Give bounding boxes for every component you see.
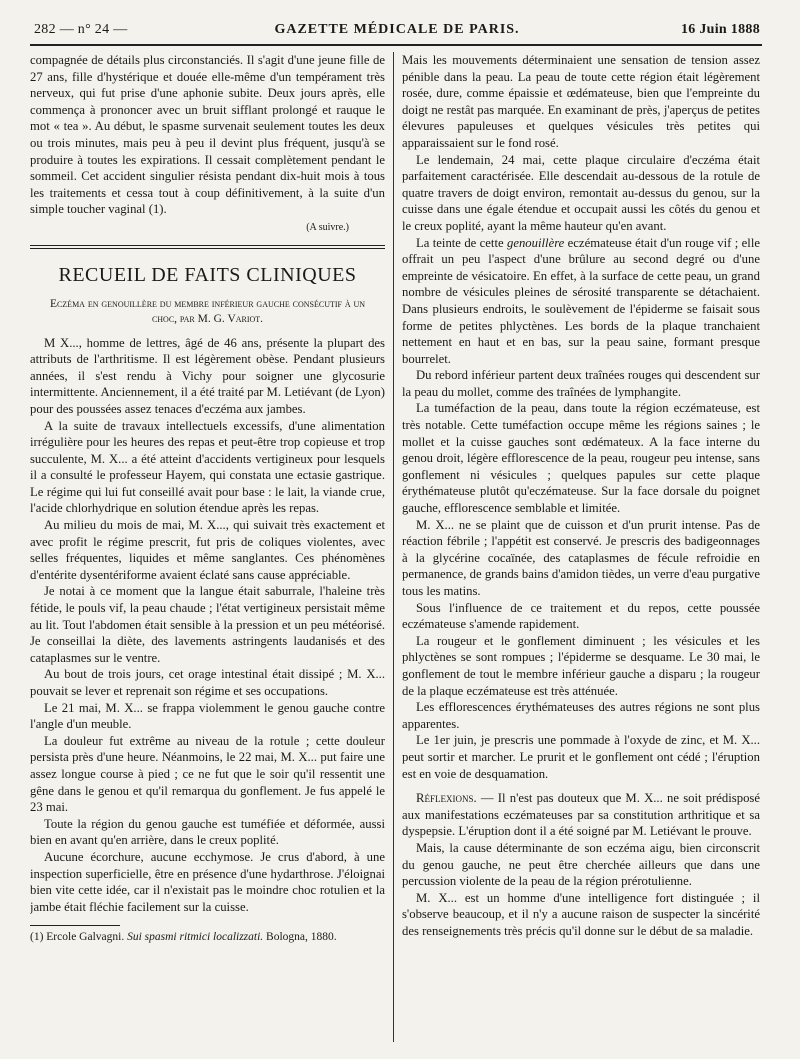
issue-date: 16 Juin 1888: [680, 22, 760, 37]
paragraph: [402, 790, 760, 840]
paragraph: La douleur fut extrême au niveau de la rotule ; cette douleur persista près d'une heure. Néanmoins, le 22 mai, M. X... put faire une assez longue course à pied ; ce ne fut que le soir qu'il ressentit une gêne dans le genou et qu'il remarqua du gonflement. Je fus appelé le 23 mai.: [30, 733, 385, 815]
article-subtitle: Eczéma en genouillère du membre inférieur gauche consécutif à un choc, par M. G. Variot.: [49, 297, 366, 325]
column-divider: [393, 52, 394, 1042]
paragraph: Je notai à ce moment que la langue était saburrale, l'haleine très fétide, le pouls vif, la peau chaude ; l'état vertigineux persistait même au lit. Tout l'abdomen était sensible à la pression et un peu météorisé. Je conseillai la diète, des lavements astringents laudanisés et des cataplasmes sur le ventre.: [30, 584, 385, 665]
paragraph: Mais les mouvements déterminaient une sensation de tension assez pénible dans la peau. La peau de toute cette région était légèrement rosée, dure, comme épaissie et œdémateuse, bien que l'empreinte du doigt ne restât pas marquée. En examinant de près, j'aperçus de petites élevures papuleuses et quelques vésicules très petites qui apparaissaient sur le fond rosé.: [402, 53, 760, 150]
paragraph: M. X... ne se plaint que de cuisson et d'un prurit intense. Pas de réaction fébrile ; l'appétit est conservé. Je prescris des badigeonnages à la glycérine cocaïnée, des cataplasmes de fécule refroidie en permanence, de grands bains d'amidon tièdes, un verre d'eau purgative tous les matins.: [402, 517, 760, 598]
footnote-rule: [30, 925, 120, 926]
paragraph: Au bout de trois jours, cet orage intestinal était dissipé ; M. X... pouvait se lever et reprenait son régime et ses occupations.: [30, 667, 385, 698]
paragraph: [402, 235, 760, 368]
right-column: [402, 52, 760, 1042]
paragraph: M. X... est un homme d'une intelligence fort distinguée ; il s'observe beaucoup, et il n'y a aucune raison de suspecter la sincérité des renseignements très précis qu'il donne sur le début de sa maladie.: [402, 890, 760, 938]
reflexions-label: Réflexions.: [416, 791, 477, 806]
left-column: [30, 52, 385, 1042]
footnote-title: Sui spasmi ritmici localizzati.: [127, 931, 264, 944]
section-title: RECUEIL DE FAITS CLINIQUES: [58, 263, 357, 286]
paragraph: Au milieu du mois de mai, M. X..., qui suivait très exactement et avec profit le régime prescrit, fut pris de coliques violentes, avec selles fréquentes, liquides et même sanglantes. Ces phénomènes d'entérite dysentériforme avaient éclaté sans cause appréciable.: [30, 518, 385, 582]
to-be-continued: (A suivre.): [306, 221, 349, 233]
paragraph: La tuméfaction de la peau, dans toute la région eczémateuse, est très notable. Cette tuméfaction occupe même les régions saines ; le mollet et la cuisse gauches sont œdémateux. A la face interne du genou droit, légère efflorescence de la peau, rougeur peu intense, sans gonflement ni vésicules ; quelques papules sur cette plaque érythémateuse plutôt qu'eczémateuse. Sur la face dorsale du poignet gauche, efflorescence semblable et limitée.: [402, 401, 760, 516]
paragraph: Les efflorescences érythémateuses des autres régions ne sont plus apparentes.: [402, 700, 760, 731]
paragraph: Mais, la cause déterminante de son eczéma aigu, bien circonscrit du genou gauche, ne peut être cherchée ailleurs que dans une percussion violente de la peau de la région prérotulienne.: [402, 840, 760, 889]
paragraph: Du rebord inférieur partent deux traînées rouges qui descendent sur la peau du mollet, comme des traînées de lymphangite.: [402, 368, 760, 399]
continued-paragraph: compagnée de détails plus circonstanciés. Il s'agit d'une jeune fille de 27 ans, fille d'hystérique et douée elle-même d'un tempérament très nerveux, qui fut prise d'une aphonie subite. Deux jours après, elle commença à prononcer avec un bruit sifflant prolongé et rauque le mot « tea ». Au début, le spasme survenait seulement toutes les deux ou trois minutes, mais peu à peu il devint plus fréquent, jusqu'à se produire à toutes les expirations. Il cessait complètement pendant le sommeil. Cet accident singulier résista pendant dix-huit mois à tous les traitements et cessa tout à coup définitivement, à la suite d'un simple toucher vaginal (1).: [30, 53, 385, 217]
paragraph: A la suite de travaux intellectuels excessifs, d'une alimentation irrégulière pour les heures des repas et peut-être trop copieuse et trop succulente, M. X... a été atteint d'accidents vertigineux pour lesquels il a consulté le professeur Hayem, qui constata une ectasie gastrique. Le régime qui lui fut conseillé avait pour base : le lait, la viande crue, l'acide chlorhydrique en solution étendue après les repas.: [30, 418, 385, 516]
header-rule: [30, 44, 762, 46]
journal-title: GAZETTE MÉDICALE DE PARIS.: [274, 22, 520, 37]
paragraph: Le 1er juin, je prescris une pommade à l'oxyde de zinc, et M. X... peut sortir et marcher. Le prurit et le gonflement ont cédé ; l'éruption est en voie de desquamation.: [402, 733, 760, 781]
paragraph: Le 21 mai, M. X... se frappa violemment le genou gauche contre l'angle d'un meuble.: [30, 700, 385, 732]
text-run: eczémateuse était d'un rouge vif ; elle offrait un peu l'aspect d'une brûlure au second degré ou d'une empreinte de vésicatoire. En effet, à la surface de cette peau, un grand nombre de vésicules pleines de sérosité transparente se détachaient. Dans plusieurs endroits, le soulèvement de l'épiderme se faisait sous forme de petites phlyctènes. Les bords de la plaque tranchaient nettement en haut et en bas, sur la peau saine, formant presque bourrelet.: [402, 235, 760, 366]
paragraph: M X..., homme de lettres, âgé de 46 ans, présente la plupart des attributs de l'arthritisme. Il est légèrement obèse. Pendant plusieurs années, il s'est rendu à Vichy pour soigner une glycosurie intermittente. Anciennement, il a été traité par M. Letiévant (de Lyon) pour des poussées assez tenaces d'eczéma aux jambes.: [30, 335, 385, 416]
footnote: [30, 930, 385, 945]
text-run: — Il n'est pas douteux que M. X... ne soit prédisposé aux manifestations eczémateuses par sa constitution arthritique et sa dyspepsie. L'éruption dont il a été soigné par M. Letiévant le prouve.: [402, 791, 760, 839]
section-divider: [30, 245, 385, 249]
paragraph: La rougeur et le gonflement diminuent ; les vésicules et les phlyctènes se sont rompues ; l'épiderme se desquame. Le 30 mai, le gonflement de tout le membre inférieur gauche a disparu ; la rougeur de la plaque eczémateuse est très atténuée.: [402, 633, 760, 698]
paragraph: Aucune écorchure, aucune ecchymose. Je crus d'abord, à une inspection superficielle, être en présence d'une hydarthrose. J'éloignai bien vite cette idée, car il n'existait pas le moindre choc rotulien et la jambe était fléchie facilement sur la cuisse.: [30, 849, 385, 914]
text-run: La teinte de cette: [416, 235, 507, 250]
page-header: [34, 22, 760, 44]
paragraph: Sous l'influence de ce traitement et du repos, cette poussée eczémateuse s'amende rapidement.: [402, 600, 760, 632]
page-number: 282 — n° 24 —: [34, 22, 128, 37]
footnote-suffix: Bologna, 1880.: [266, 931, 337, 944]
footnote-prefix: (1) Ercole Galvagni.: [30, 931, 125, 944]
emphasis: genouillère: [506, 235, 565, 250]
paragraph: Toute la région du genou gauche est tuméfiée et déformée, aussi bien en avant qu'en arrière, dans le creux poplité.: [30, 816, 385, 848]
paragraph: Le lendemain, 24 mai, cette plaque circulaire d'eczéma était parfaitement caractérisée. Elle descendait au-dessous de la rotule de quatre travers de doigt environ, remontait au-dessus du genou, sur la cuisse dans une égale étendue et occupait aussi les côtés du genou et le creux poplité, ayant la même hauteur qu'en avant.: [402, 152, 760, 233]
